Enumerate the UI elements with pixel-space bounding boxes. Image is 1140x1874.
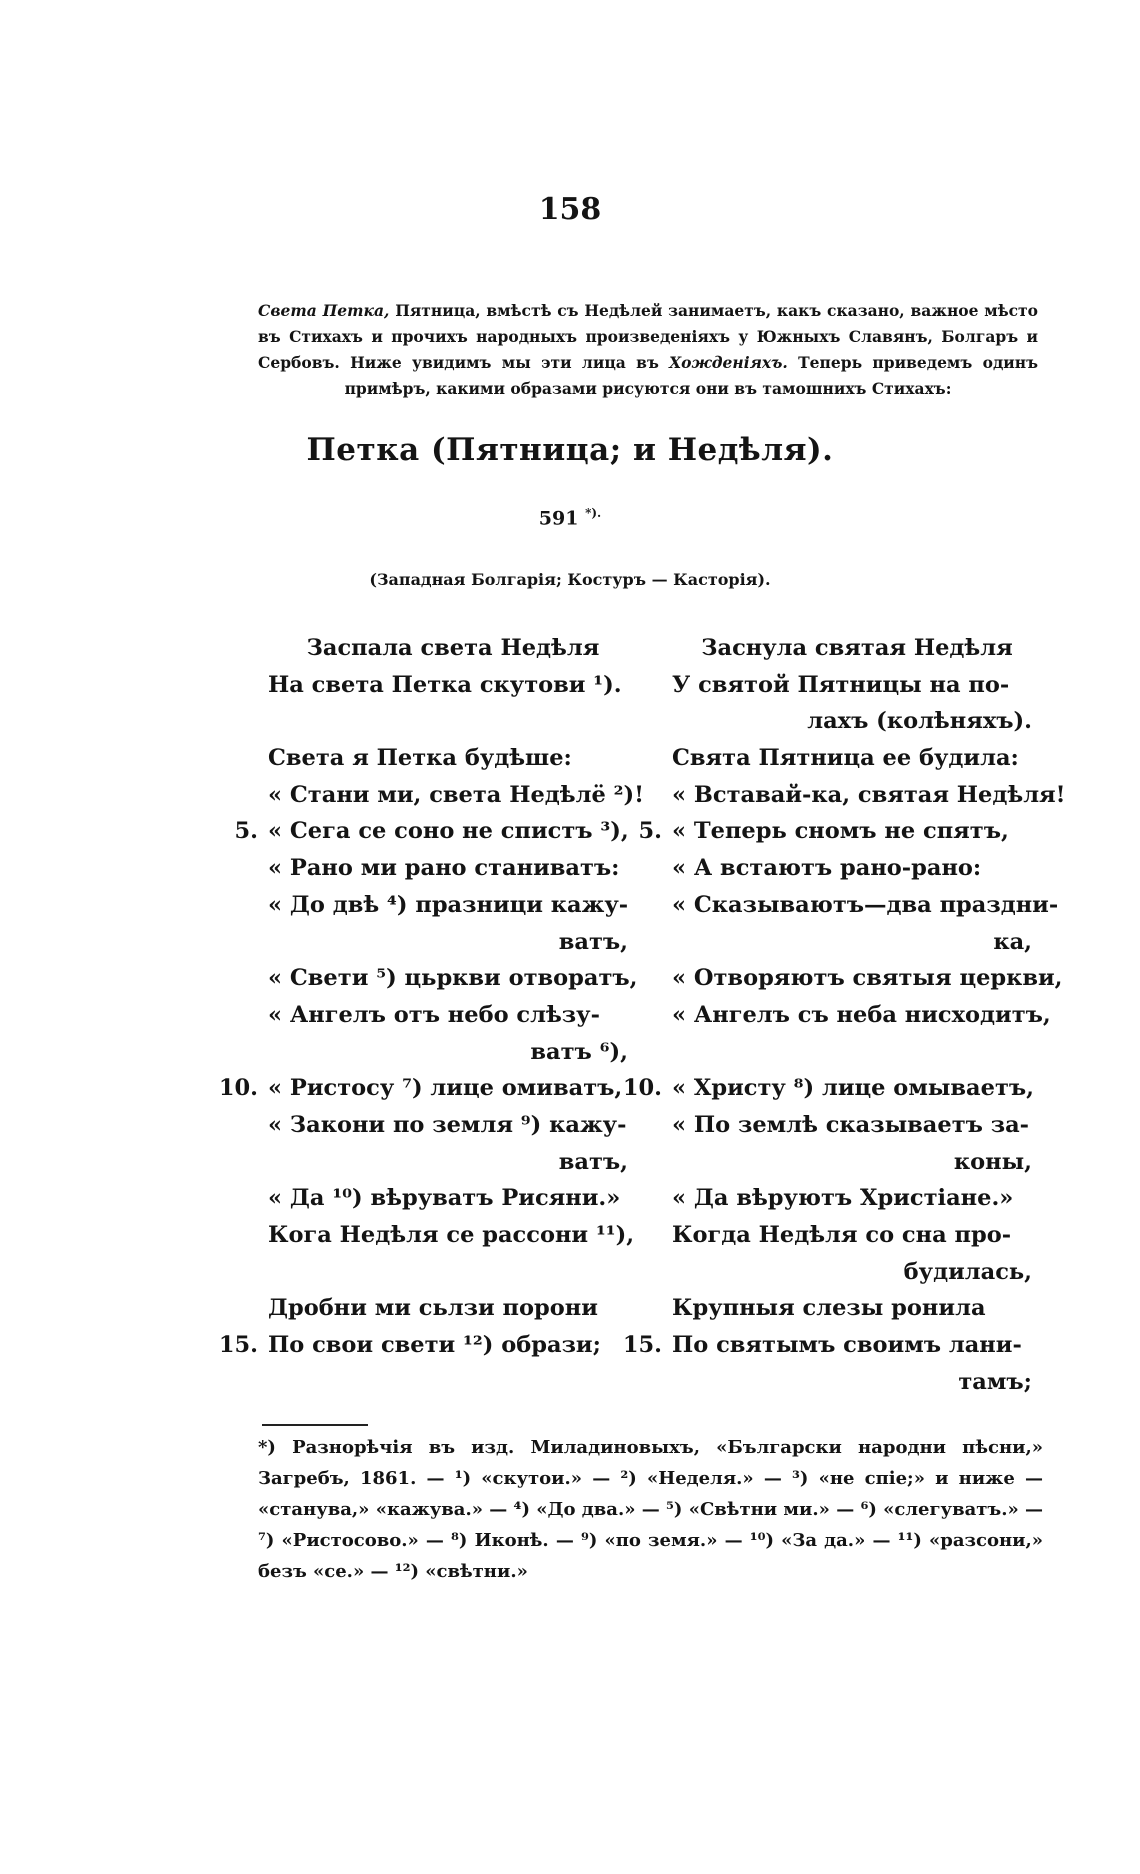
verse-text: « По землѣ сказываетъ за-: [672, 1111, 1030, 1138]
russian-translation-column: [622, 630, 1066, 1400]
verse-text: « Да вѣруютъ Христiане.»: [672, 1185, 1014, 1212]
verse-text: « Ангелъ съ неба нисходитъ,: [672, 1001, 1051, 1028]
verse-line: [268, 960, 638, 997]
verse-line: [268, 740, 638, 777]
footnote-rule: [262, 1424, 368, 1426]
bulgarian-text-column: [218, 630, 644, 1364]
verse-text: « Ангелъ отъ небо слѣзу-: [268, 1001, 600, 1028]
verse-text: Дробни ми сьлзи порони: [268, 1295, 598, 1322]
verse-text: У святой Пятницы на по-: [672, 671, 1010, 698]
verse-line: [268, 924, 638, 961]
verse-text: « Закони по земля ⁹) кажу-: [268, 1111, 627, 1138]
verse-line: [672, 960, 1063, 997]
verse-number: 10.: [622, 1075, 662, 1102]
verse-text: « Рано ми рано станиватъ:: [268, 855, 620, 882]
region-caption: (Западная Болгарія; Костуръ — Касторія).: [369, 570, 771, 589]
verse-line: [268, 1254, 638, 1291]
verse-line: [268, 777, 644, 814]
verse-text: Свята Пятница ее будила:: [672, 745, 1019, 772]
verse-text: ватъ ⁶),: [530, 1038, 628, 1065]
verse-number: 15.: [622, 1332, 662, 1359]
verse-line: [672, 703, 1042, 740]
verse-number: 10.: [218, 1075, 258, 1102]
intro-text-1: Пятница, вмѣстѣ съ Недѣлей занимаетъ, какъ сказано, важное мѣсто въ Стихахъ и прочихъ народныхъ произведеніяхъ у Южныхъ Славянъ, Болгаръ и Сербовъ. Ниже увидимъ мы эти лица въ: [258, 301, 1038, 372]
verse-line: [672, 630, 1042, 667]
verse-line: [672, 777, 1066, 814]
verse-line: [268, 997, 638, 1034]
verse-line: [268, 887, 638, 924]
verse-line: [234, 813, 638, 850]
verse-line: [672, 740, 1042, 777]
verse-line: [268, 1290, 638, 1327]
intro-paragraph: [258, 298, 1038, 402]
intro-italic-start: Света Петка,: [258, 301, 390, 320]
verse-line: [672, 1364, 1042, 1401]
verse-line: [672, 1180, 1042, 1217]
intro-text-2: Теперь приведемъ одинъ примѣръ, какими образами рисуются они въ тамошнихъ Стихахъ:: [344, 353, 1039, 398]
verse-line: [268, 1217, 638, 1254]
verse-line: [672, 850, 1042, 887]
verse-line: [622, 1070, 1042, 1107]
verse-line: [622, 1327, 1042, 1364]
song-number: [0, 506, 1140, 529]
verse-text: « Отворяютъ святыя церкви,: [672, 965, 1063, 992]
verse-line: [268, 630, 638, 667]
verse-line: [672, 1034, 1042, 1071]
verse-text: Света я Петка будѣше:: [268, 745, 572, 772]
verse-line: [268, 703, 638, 740]
verse-text: Когда Недѣля со сна про-: [672, 1222, 1012, 1248]
verse-text: « Сега се соно не спистъ ³),: [268, 818, 629, 845]
verse-text: « Стани ми, света Недѣлё ²)!: [268, 781, 644, 808]
verse-text: « А встаютъ рано-рано:: [672, 855, 982, 882]
verse-text: « Вставай-ка, святая Недѣля!: [672, 781, 1066, 808]
verse-text: « Да ¹⁰) вѣруватъ Рисяни.»: [268, 1185, 621, 1212]
intro-italic-mid: Хожденіяхъ.: [669, 353, 788, 372]
verse-text: « Христу ⁸) лице омываетъ,: [672, 1075, 1034, 1102]
verse-text: По святымъ своимъ лани-: [672, 1332, 1022, 1359]
verse-text: « Сказываютъ—два праздни-: [672, 891, 1059, 918]
verse-text: Заспала света Недѣля: [306, 635, 600, 661]
verse-text: ка,: [993, 928, 1032, 955]
verse-line: [672, 1217, 1042, 1254]
verse-line: [672, 1107, 1042, 1144]
verse-line: [218, 1327, 638, 1364]
verse-text: « До двѣ ⁴) празници кажу-: [268, 891, 629, 918]
song-title: Петка (Пятница; и Недѣля).: [306, 432, 834, 468]
verse-line: [268, 850, 638, 887]
verse-line: [268, 1107, 638, 1144]
verse-line: [672, 887, 1059, 924]
verse-text: По свои свети ¹²) образи;: [268, 1332, 601, 1359]
verse-text: будилась,: [903, 1258, 1032, 1285]
verse-text: коны,: [953, 1148, 1032, 1175]
verse-number: 15.: [218, 1332, 258, 1359]
verse-line: [218, 1070, 638, 1107]
verse-line: [672, 1290, 1042, 1327]
verse-text: тамъ;: [958, 1368, 1032, 1395]
page-number: 158: [538, 192, 602, 227]
verse-line: [672, 997, 1051, 1034]
verse-text: ватъ,: [558, 928, 628, 955]
verse-text: « Свети ⁵) цьркви отворатъ,: [268, 965, 638, 992]
verse-line: [672, 667, 1042, 704]
verse-text: Заснула святая Недѣля: [701, 635, 1013, 661]
verse-text: Кога Недѣля се рассони ¹¹),: [268, 1222, 635, 1248]
song-number-value: 591: [538, 507, 579, 530]
verse-text: « Ристосу ⁷) лице омиватъ,: [268, 1075, 623, 1102]
footnote: *) Разнорѣчія въ изд. Миладиновыхъ, «Български народни пѣсни,» Загребъ, 1861. — ¹) «скутои.» — ²) «Неделя.» — ³) «не спiе;» и ниже — «станува,» «кажува.» — ⁴) «До два.» — ⁵) «Свѣтни ми.» — ⁶) «слегуватъ.» — ⁷) «Ристосово.» — ⁸) Иконѣ. — ⁹) «по земя.» — ¹⁰) «За да.» — ¹¹) «разсони,» безъ «се.» — ¹²) «свѣтни.»: [258, 1437, 1043, 1582]
verse-line: [268, 1034, 638, 1071]
verse-text: лахъ (колѣняхъ).: [807, 708, 1032, 735]
verse-line: [268, 1180, 638, 1217]
verse-text: ватъ,: [558, 1148, 628, 1175]
verse-text: На света Петка скутови ¹).: [268, 671, 622, 698]
verse-text: « Теперь сномъ не спятъ,: [672, 818, 1009, 845]
verse-line: [672, 924, 1042, 961]
verse-text: Крупныя слезы ронила: [672, 1295, 986, 1322]
verse-line: [268, 667, 638, 704]
verse-line: [672, 1254, 1042, 1291]
verse-number: 5.: [234, 818, 258, 845]
song-number-mark: *).: [585, 506, 602, 520]
verse-line: [268, 1144, 638, 1181]
verse-number: 5.: [638, 818, 662, 845]
verse-line: [672, 1144, 1042, 1181]
verse-line: [638, 813, 1042, 850]
